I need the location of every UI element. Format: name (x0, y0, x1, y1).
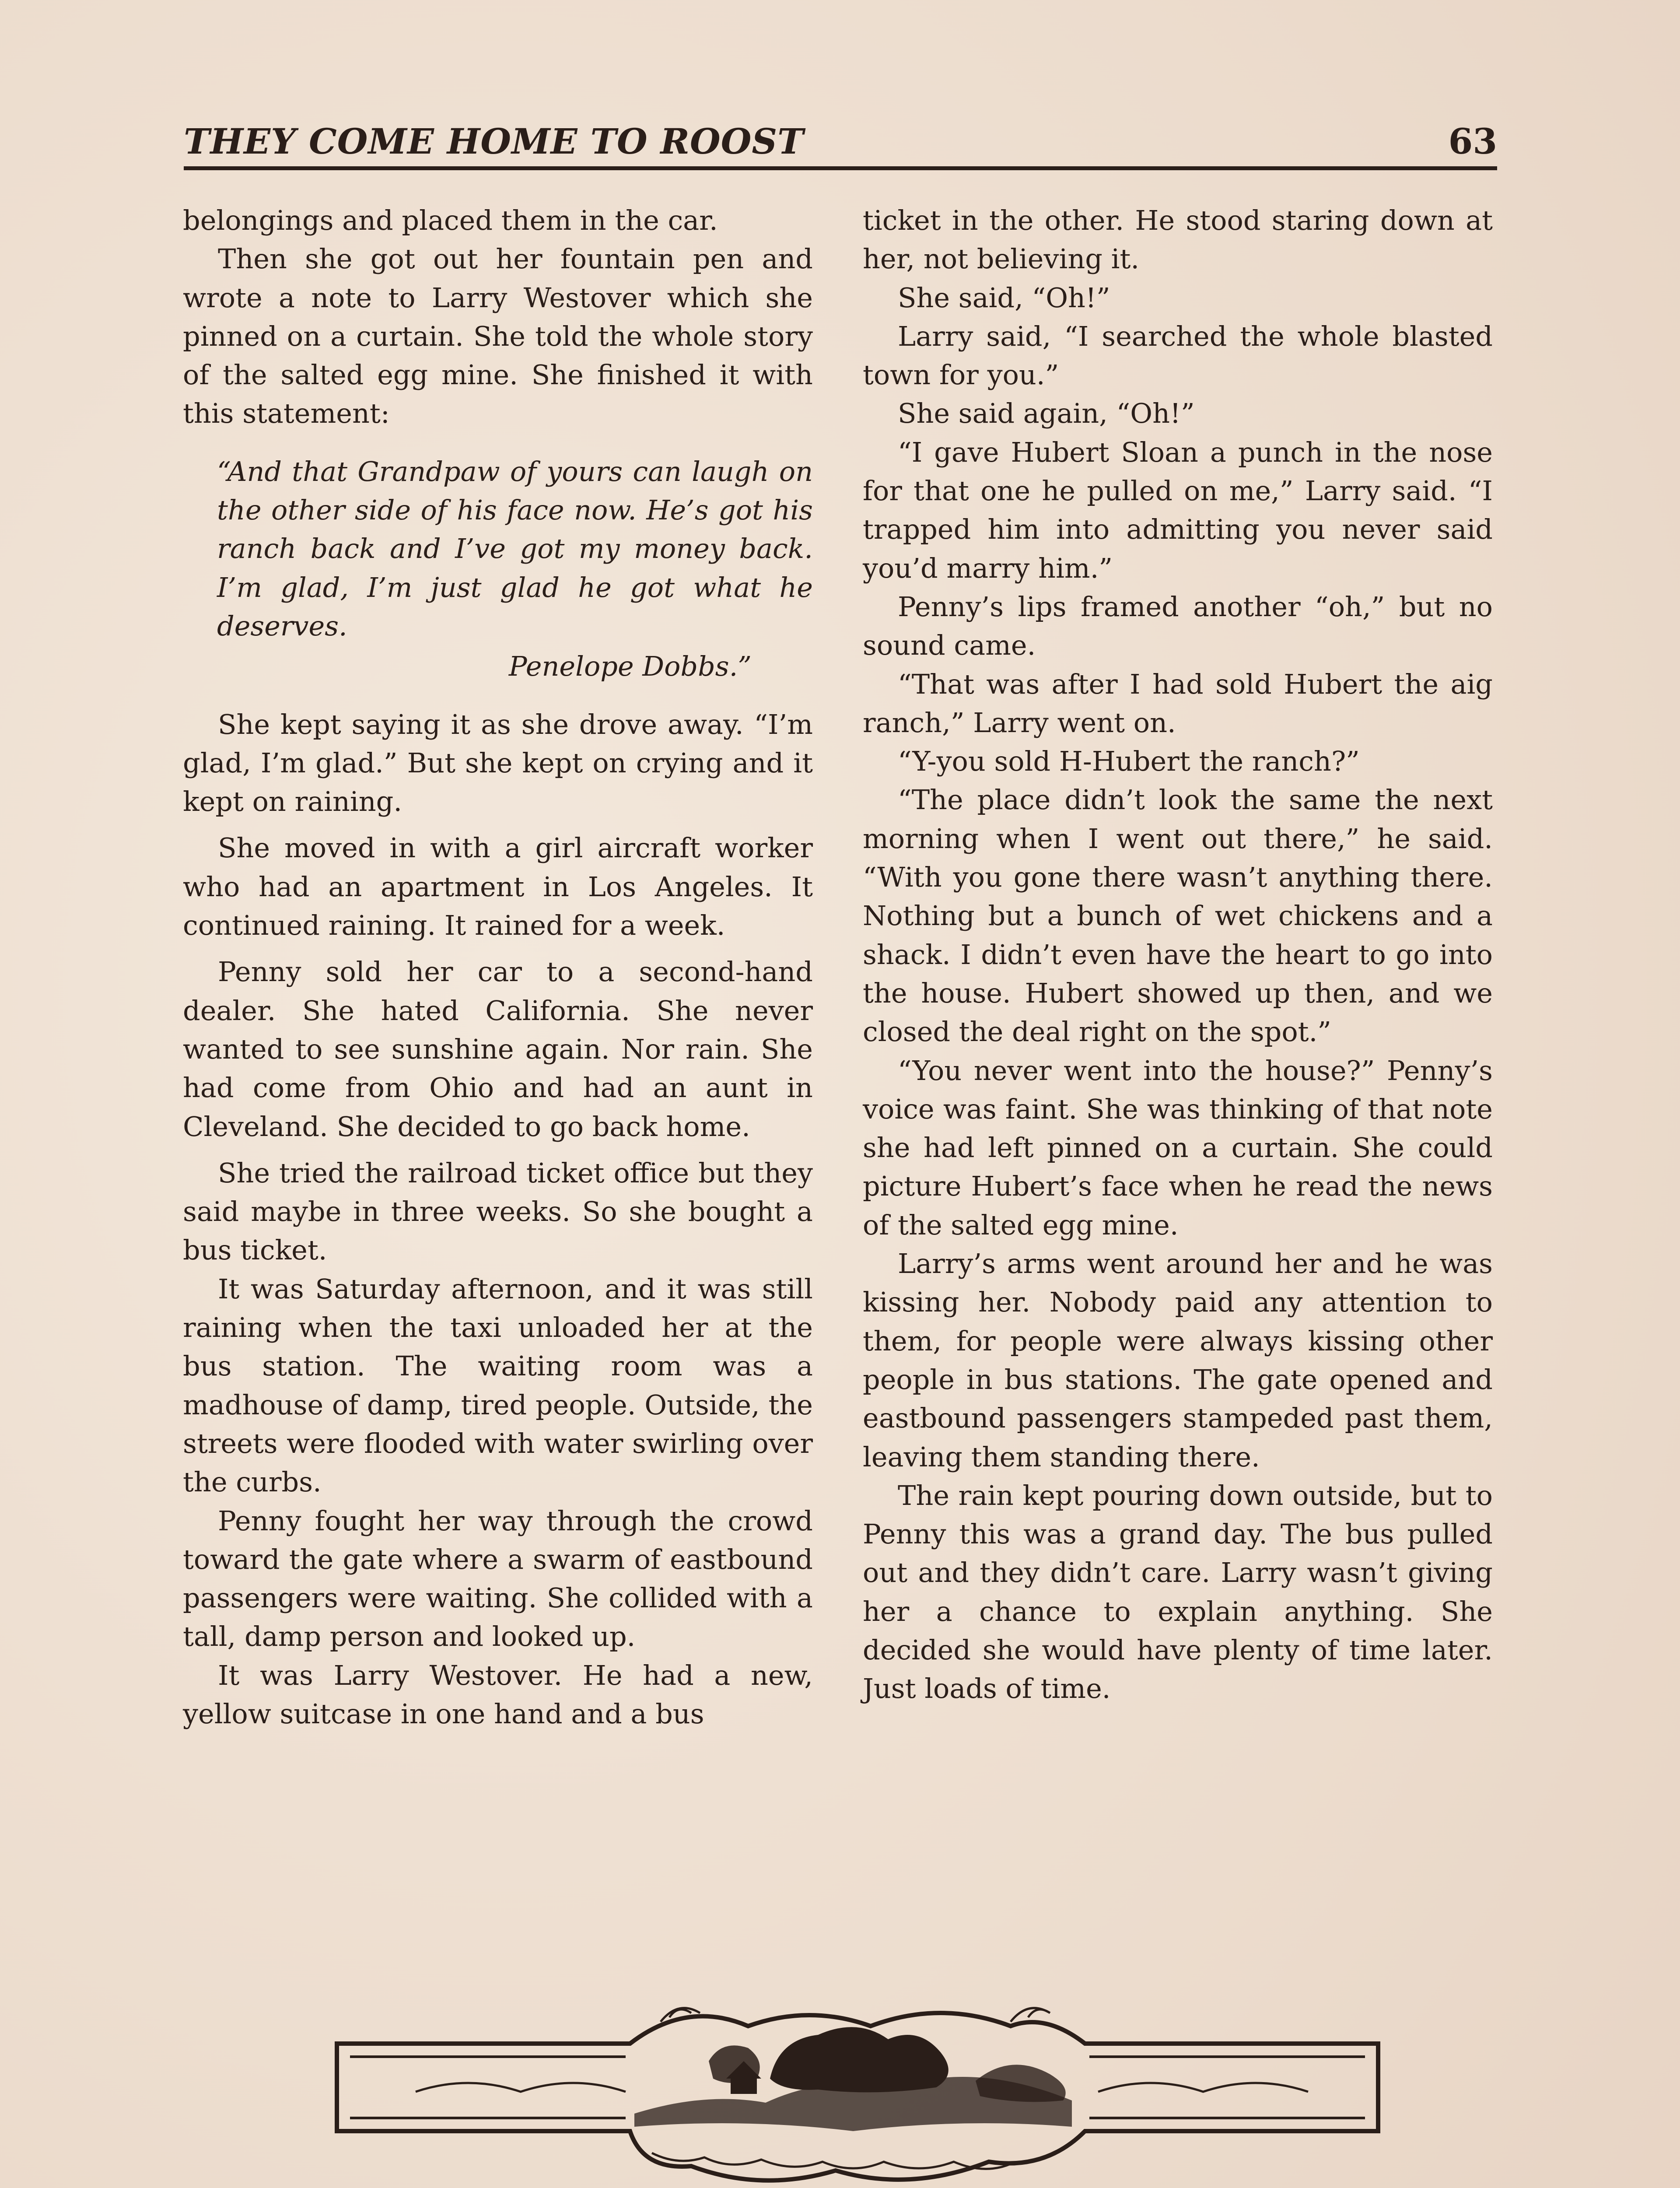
left-column (183, 201, 813, 1733)
paragraph: Penny sold her car to a second-hand dealer. She hated California. She never wanted to see sunshine again. Nor rain. She had come from Ohio and had an aunt in Cleveland. She decided to go back home. (183, 956, 813, 1143)
paragraph: ticket in the other. He stood staring down at her, not believing it. (863, 204, 1493, 275)
paragraph: It was Saturday afternoon, and it was still raining when the taxi unloaded her at the bus station. The waiting room was a madhouse of damp, tired people. Outside, the streets were flooded with water swirling over the curbs. (183, 1273, 813, 1498)
paragraph: Penny fought her way through the crowd toward the gate where a swarm of eastbound passengers were waiting. She collided with a tall, damp person and looked up. (183, 1504, 813, 1653)
paragraph: She said, “Oh!” (898, 281, 1110, 314)
paragraph: “The place didn’t look the same the next morning when I went out there,” he said. “With you gone there wasn’t anything there. Nothing but a bunch of wet chickens and a shack. I didn’t even have the heart to go into the house. Hubert showed up then, and we closed the deal right on the spot.” (863, 784, 1493, 1048)
paragraph: Penny’s lips framed another “oh,” but no sound came. (863, 590, 1493, 662)
paragraph: She tried the railroad ticket office but they said maybe in three weeks. So she bought a bus ticket. (183, 1157, 813, 1266)
paragraph: She said again, “Oh!” (898, 397, 1195, 430)
paragraph: Larry said, “I searched the whole blasted town for you.” (863, 320, 1493, 391)
quoted-letter (217, 452, 813, 686)
paragraph: belongings and placed them in the car. (183, 204, 718, 236)
paragraph: “You never went into the house?” Penny’s voice was faint. She was thinking of that note she had left pinned on a curtain. She could picture Hubert’s face when he read the news of the salted egg mine. (863, 1054, 1493, 1241)
running-header (184, 117, 1497, 170)
paragraph: Then she got out her fountain pen and wrote a note to Larry Westover which she pinned on a curtain. She told the whole story of the salted egg mine. She finished it with this statement: (183, 243, 813, 430)
paragraph: She moved in with a girl aircraft worker who had an apartment in Los Angeles. It continued raining. It rained for a week. (183, 832, 813, 942)
landscape-vignette-icon (328, 1987, 1387, 2188)
letter-signature: Penelope Dobbs.” (508, 650, 752, 683)
page-number: 63 (1448, 121, 1497, 162)
paragraph: The rain kept pouring down outside, but to Penny this was a grand day. The bus pulled out and they didn’t care. Larry wasn’t giving her a chance to explain anything. She decided she would have plenty of time later. Just loads of time. (863, 1479, 1493, 1705)
paragraph: “That was after I had sold Hubert the aig ranch,” Larry went on. (863, 668, 1493, 739)
paragraph: She kept saying it as she drove away. “I’m glad, I’m glad.” But she kept on crying and it kept on raining. (183, 708, 813, 818)
paragraph: Larry’s arms went around her and he was kissing her. Nobody paid any attention to them, for people were always kissing other people in bus stations. The gate opened and eastbound passengers stampeded past them, leaving them standing there. (863, 1248, 1493, 1473)
right-column (863, 201, 1493, 1708)
paragraph: It was Larry Westover. He had a new, yellow suitcase in one hand and a bus (183, 1659, 813, 1730)
running-title: THEY COME HOME TO ROOST (184, 121, 804, 162)
letter-body: “And that Grandpaw of yours can laugh on the other side of his face now. He’s got his ranch back and I’ve got my money back. I’m glad, I’m just glad he got what he deserves. (217, 455, 813, 642)
paragraph: “Y-you sold H-Hubert the ranch?” (898, 745, 1360, 778)
paragraph: “I gave Hubert Sloan a punch in the nose for that one he pulled on me,” Larry said. “I trapped him into admitting you never said you’d marry him.” (863, 436, 1493, 584)
